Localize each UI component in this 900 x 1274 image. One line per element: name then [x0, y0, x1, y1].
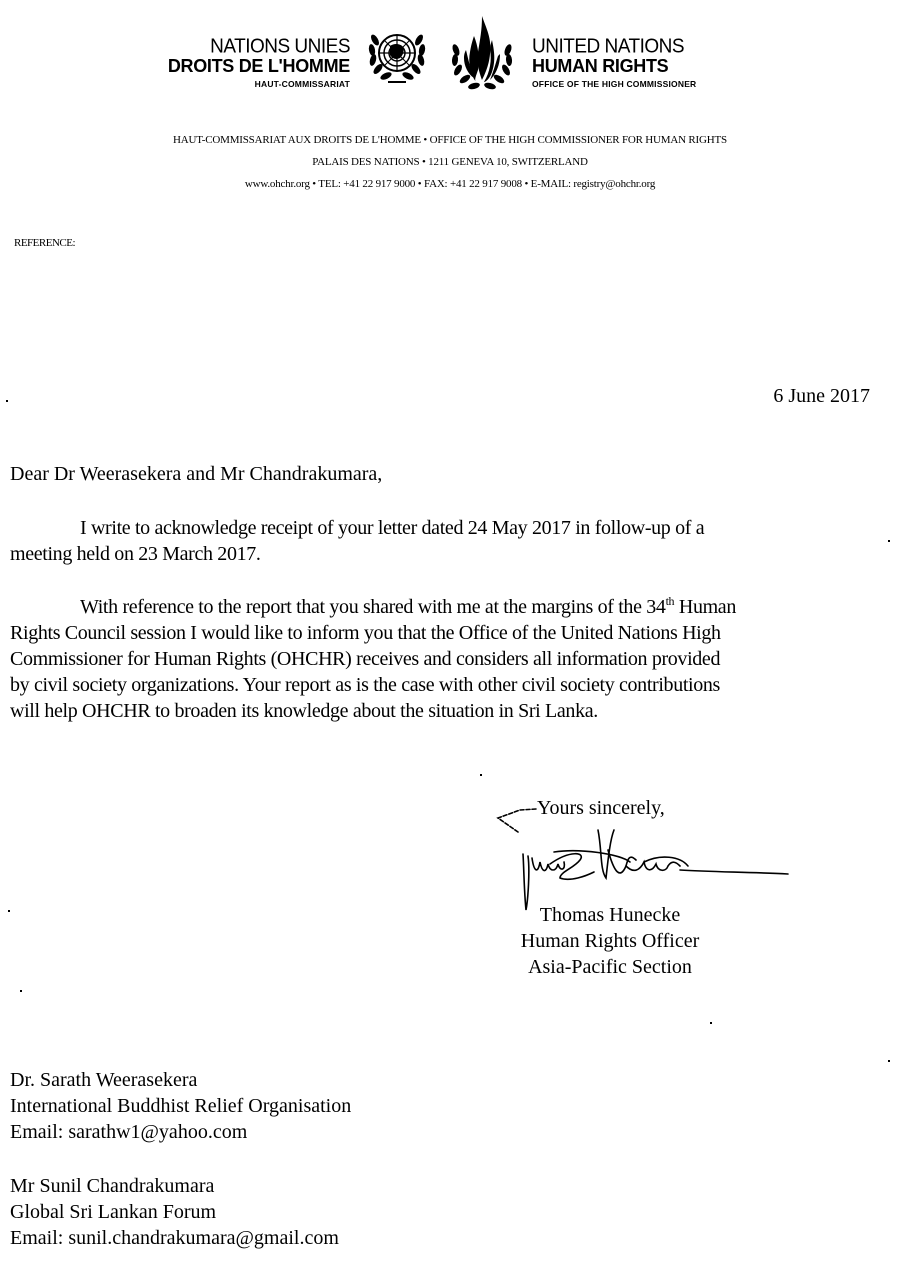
body-paragraph-2 [10, 594, 875, 724]
closing: Yours sincerely, [537, 797, 665, 819]
recipient-email: Email: sarathw1@yahoo.com [10, 1121, 248, 1143]
signer-name: Thomas Hunecke [539, 904, 681, 926]
scan-speck [8, 910, 10, 912]
address-line-office: HAUT-COMMISSARIAT AUX DROITS DE L'HOMME • OFFICE OF THE HIGH COMMISSIONER FOR HUMAN RIGHTS [173, 134, 727, 146]
letterhead-human-rights: HUMAN RIGHTS [532, 56, 669, 76]
reference-label: REFERENCE: [14, 237, 76, 249]
un-emblem-icon [366, 22, 428, 93]
ordinal-suffix: th [665, 594, 675, 608]
paragraph-line: will help OHCHR to broaden its knowledge about the situation in Sri Lanka. [10, 700, 598, 722]
signer-section: Asia-Pacific Section [528, 956, 692, 978]
letterhead-english [532, 37, 696, 89]
salutation: Dear Dr Weerasekera and Mr Chandrakumara, [10, 463, 383, 485]
letterhead-united-nations: UNITED NATIONS [532, 35, 685, 58]
letterhead-french [168, 37, 350, 89]
paragraph-line: I write to acknowledge receipt of your letter dated 24 May 2017 in follow-up of a [80, 517, 705, 539]
paragraph-line: meeting held on 23 March 2017. [10, 543, 261, 565]
letterhead-office-high-commissioner: OFFICE OF THE HIGH COMMISSIONER [532, 79, 697, 89]
paragraph-line [10, 594, 875, 620]
letterhead-nations-unies: NATIONS UNIES [210, 35, 350, 58]
scan-speck [480, 774, 482, 776]
scan-speck [710, 1022, 712, 1024]
paragraph-line: Commissioner for Human Rights (OHCHR) receives and considers all information provided [10, 648, 721, 670]
recipient-block-2 [10, 1173, 339, 1251]
human-rights-flame-icon [446, 14, 518, 99]
recipient-organisation: Global Sri Lankan Forum [10, 1201, 217, 1223]
paragraph-text: With reference to the report that you shared with me at the margins of the 34 [80, 596, 666, 618]
recipient-name: Mr Sunil Chandrakumara [10, 1175, 215, 1197]
letterhead-haut-commissariat: HAUT-COMMISSARIAT [254, 79, 350, 89]
recipient-name: Dr. Sarath Weerasekera [10, 1069, 198, 1091]
paragraph-line: Rights Council session I would like to inform you that the Office of the United Nations High [10, 622, 721, 644]
letter-date: 6 June 2017 [773, 385, 870, 407]
recipient-organisation: International Buddhist Relief Organisation [10, 1095, 352, 1117]
paragraph-line: by civil society organizations. Your report as is the case with other civil society contributions [10, 674, 720, 696]
recipient-email: Email: sunil.chandrakumara@gmail.com [10, 1227, 339, 1249]
signer-block [490, 902, 730, 980]
address-line-contact: www.ohchr.org • TEL: +41 22 917 9000 • FAX: +41 22 917 9008 • E-MAIL: registry@ohchr.org [244, 178, 656, 190]
address-line-postal: PALAIS DES NATIONS • 1211 GENEVA 10, SWITZERLAND [312, 156, 588, 168]
scan-speck [888, 1060, 890, 1062]
letterhead-droits-de-lhomme: DROITS DE L'HOMME [167, 56, 350, 76]
scan-speck [888, 540, 890, 542]
scan-speck [20, 990, 22, 992]
body-paragraph-1 [10, 515, 875, 567]
recipient-block-1 [10, 1067, 351, 1145]
signer-title: Human Rights Officer [520, 930, 700, 952]
paragraph-text: Human [674, 596, 736, 618]
scan-speck [6, 400, 8, 402]
